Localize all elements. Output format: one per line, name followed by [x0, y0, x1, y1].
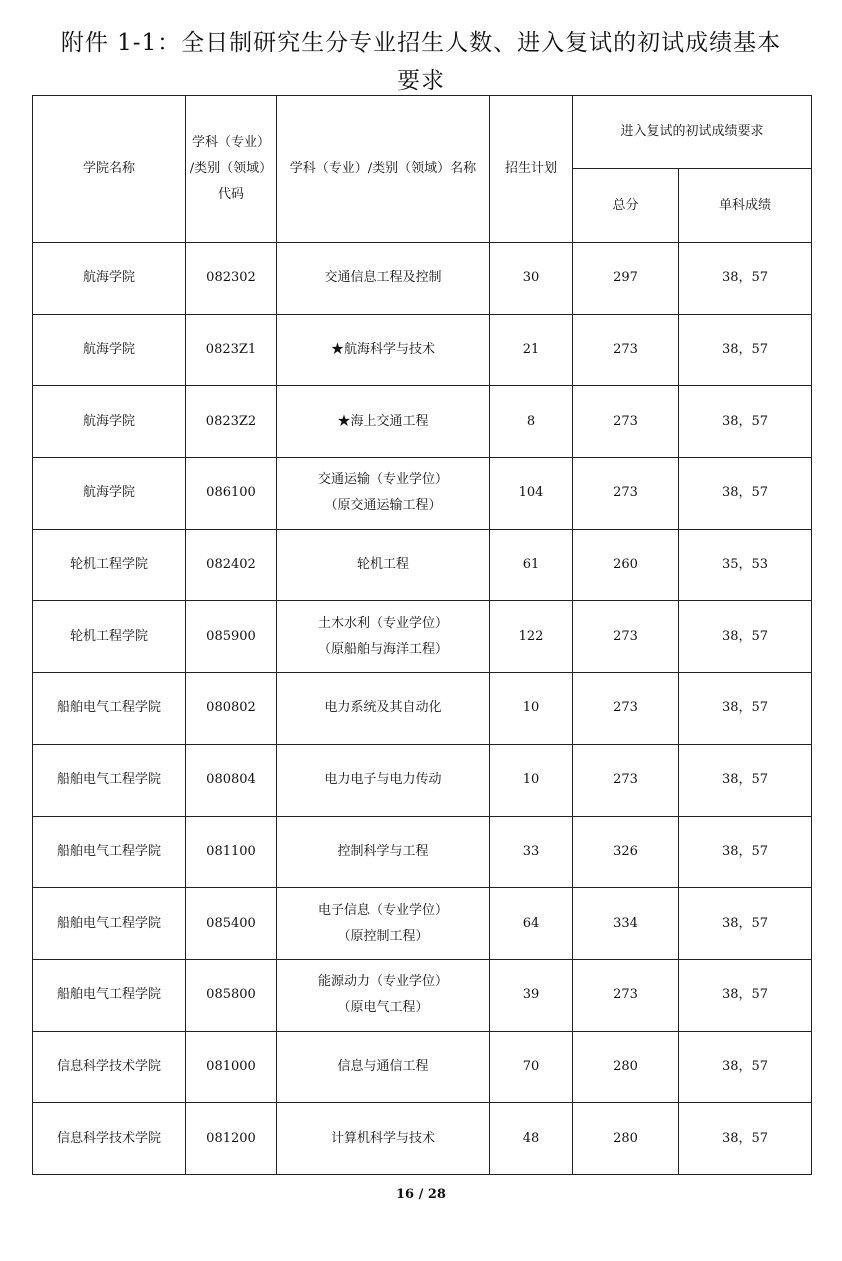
header-college: 学院名称: [33, 96, 186, 243]
table-row: [33, 1031, 812, 1103]
header-total: 总分: [573, 169, 679, 243]
admission-table: [32, 95, 812, 1175]
cell-name-line-2: （原控制工程）: [337, 928, 429, 944]
cell-total: 280: [573, 1031, 679, 1103]
cell-college: 轮机工程学院: [33, 529, 186, 601]
cell-name-line-1: 能源动力（专业学位）: [317, 974, 448, 990]
table-row: [33, 959, 812, 1031]
cell-plan: 104: [490, 458, 573, 530]
cell-total: 273: [573, 601, 679, 673]
cell-code: 0823Z2: [186, 386, 277, 458]
table-row: [33, 458, 812, 530]
cell-total: 273: [573, 458, 679, 530]
table-row: [33, 816, 812, 888]
cell-total: 297: [573, 243, 679, 315]
cell-total: 273: [573, 673, 679, 745]
cell-total: 273: [573, 744, 679, 816]
cell-single: 38，57: [679, 243, 812, 315]
cell-plan: 122: [490, 601, 573, 673]
cell-plan: 30: [490, 243, 573, 315]
cell-plan: 10: [490, 744, 573, 816]
cell-name-line-1: 电力电子与电力传动: [324, 772, 442, 788]
cell-single: 38，57: [679, 673, 812, 745]
header-name: 学科（专业）/类别（领域）名称: [277, 96, 490, 243]
cell-college: 船舶电气工程学院: [33, 816, 186, 888]
cell-name-line-2: （原船舶与海洋工程）: [317, 641, 448, 657]
cell-college: 船舶电气工程学院: [33, 888, 186, 960]
cell-college: 航海学院: [33, 314, 186, 386]
cell-college: 船舶电气工程学院: [33, 673, 186, 745]
header-code-line-2: /类别（领域）: [189, 161, 273, 176]
cell-college: 船舶电气工程学院: [33, 744, 186, 816]
cell-code: 0823Z1: [186, 314, 277, 386]
title-line-1: 附件 1-1：全日制研究生分专业招生人数、进入复试的初试成绩基本: [60, 30, 782, 56]
cell-name-line-1: 信息与通信工程: [337, 1058, 429, 1074]
cell-single: 38，57: [679, 1031, 812, 1103]
cell-college: 航海学院: [33, 458, 186, 530]
cell-name-line-1: 控制科学与工程: [337, 843, 429, 859]
table-row: [33, 601, 812, 673]
header-code-line-1: 学科（专业）: [191, 135, 270, 150]
cell-plan: 64: [490, 888, 573, 960]
cell-single: 38，57: [679, 1103, 812, 1175]
cell-name-line-1: 交通运输（专业学位）: [317, 472, 448, 488]
cell-total: 326: [573, 816, 679, 888]
cell-college: 信息科学技术学院: [33, 1103, 186, 1175]
cell-code: 086100: [186, 458, 277, 530]
cell-plan: 21: [490, 314, 573, 386]
cell-single: 38，57: [679, 314, 812, 386]
cell-total: 273: [573, 386, 679, 458]
header-single: 单科成绩: [679, 169, 812, 243]
cell-total: 260: [573, 529, 679, 601]
cell-name: [277, 1103, 490, 1175]
cell-single: 38，57: [679, 601, 812, 673]
cell-name-line-2: （原交通运输工程）: [324, 498, 442, 514]
cell-single: 38，57: [679, 959, 812, 1031]
cell-code: 082402: [186, 529, 277, 601]
cell-single: 38，57: [679, 386, 812, 458]
cell-name: [277, 243, 490, 315]
cell-college: 航海学院: [33, 386, 186, 458]
cell-name: [277, 458, 490, 530]
cell-code: 080804: [186, 744, 277, 816]
cell-college: 航海学院: [33, 243, 186, 315]
cell-code: 082302: [186, 243, 277, 315]
header-code: [186, 96, 277, 243]
cell-name-line-1: 电子信息（专业学位）: [317, 902, 448, 918]
table-row: [33, 1103, 812, 1175]
header-code-line-3: 代码: [217, 187, 244, 202]
cell-code: 085900: [186, 601, 277, 673]
cell-plan: 70: [490, 1031, 573, 1103]
cell-name-line-1: 电力系统及其自动化: [324, 700, 442, 716]
cell-single: 38，57: [679, 744, 812, 816]
cell-code: 081000: [186, 1031, 277, 1103]
cell-code: 081200: [186, 1103, 277, 1175]
cell-name: [277, 1031, 490, 1103]
cell-plan: 10: [490, 673, 573, 745]
cell-name-line-1: 土木水利（专业学位）: [317, 615, 448, 631]
cell-single: 38，57: [679, 888, 812, 960]
header-requirements: 进入复试的初试成绩要求: [573, 96, 812, 169]
cell-total: 334: [573, 888, 679, 960]
cell-code: 085800: [186, 959, 277, 1031]
cell-name-line-1: 轮机工程: [356, 557, 409, 573]
cell-name: [277, 529, 490, 601]
cell-name: [277, 888, 490, 960]
cell-college: 船舶电气工程学院: [33, 959, 186, 1031]
cell-code: 080802: [186, 673, 277, 745]
cell-plan: 39: [490, 959, 573, 1031]
cell-name-line-1: ★海上交通工程: [337, 413, 429, 429]
table-row: [33, 888, 812, 960]
cell-name-line-1: 交通信息工程及控制: [324, 270, 442, 286]
cell-name: [277, 816, 490, 888]
cell-name-line-1: 计算机科学与技术: [330, 1130, 435, 1146]
table-row: [33, 386, 812, 458]
cell-total: 280: [573, 1103, 679, 1175]
table-row: [33, 529, 812, 601]
title-line-2: 要求: [397, 68, 445, 94]
cell-code: 081100: [186, 816, 277, 888]
cell-single: 38，57: [679, 816, 812, 888]
cell-name-line-1: ★航海科学与技术: [330, 342, 435, 358]
cell-name: [277, 673, 490, 745]
header-row-1: [33, 96, 812, 169]
cell-name: [277, 959, 490, 1031]
table-row: [33, 744, 812, 816]
cell-plan: 48: [490, 1103, 573, 1175]
cell-code: 085400: [186, 888, 277, 960]
table-row: [33, 314, 812, 386]
cell-name: [277, 314, 490, 386]
cell-total: 273: [573, 959, 679, 1031]
cell-name: [277, 601, 490, 673]
table-row: [33, 673, 812, 745]
cell-name-line-2: （原电气工程）: [337, 1000, 429, 1016]
header-plan: 招生计划: [490, 96, 573, 243]
cell-single: 35，53: [679, 529, 812, 601]
cell-name: [277, 386, 490, 458]
page-number: 16 / 28: [396, 1187, 446, 1202]
cell-college: 信息科学技术学院: [33, 1031, 186, 1103]
cell-name: [277, 744, 490, 816]
cell-plan: 33: [490, 816, 573, 888]
cell-total: 273: [573, 314, 679, 386]
table-row: [33, 243, 812, 315]
cell-single: 38，57: [679, 458, 812, 530]
cell-college: 轮机工程学院: [33, 601, 186, 673]
cell-plan: 8: [490, 386, 573, 458]
cell-plan: 61: [490, 529, 573, 601]
document-title: [20, 24, 822, 100]
